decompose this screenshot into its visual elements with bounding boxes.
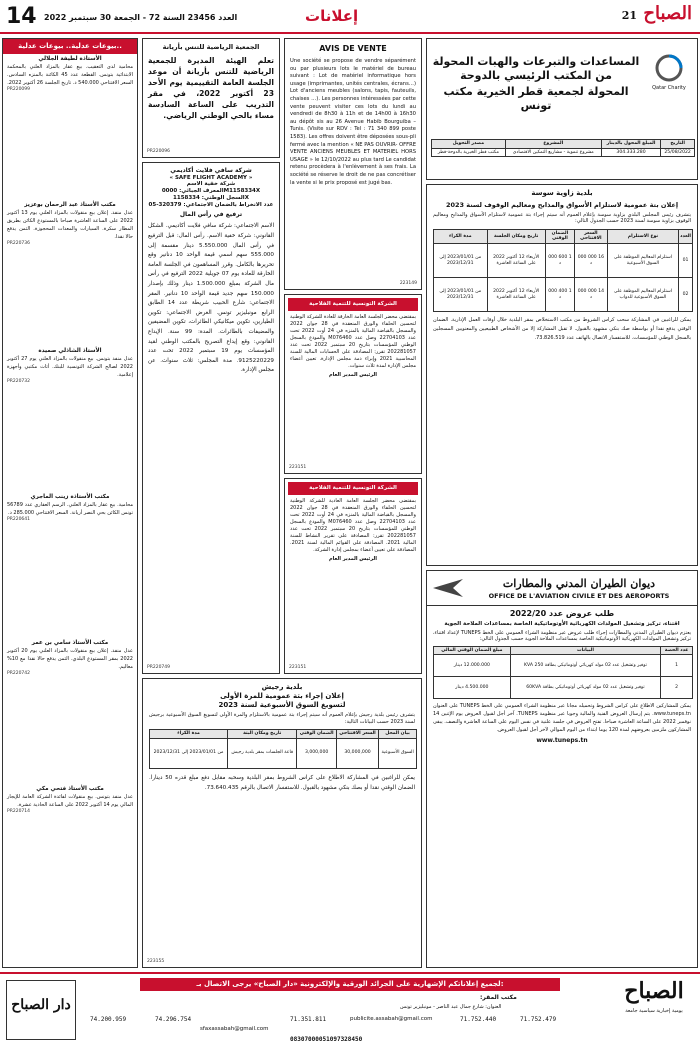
- list-item: [7, 786, 133, 926]
- list-item: [7, 56, 133, 196]
- zaouia-conditions: يمكن للراغبين في المشاركة سحب كراس الشروط من مكتب الاستخلاص بمقر البلدية خلال أوقات العمل الإدارية. الضمان الوقتي يدفع نقدا أو بواسطة صك بنكي مشهود بالقبول. لا تقبل المشاركة إلا من الأشخاص الطبيعيين والمعنويين المسجلين بالسجل الوطني للمؤسسات. للاستفسار الاتصال بالهاتف عدد 73.826.519.: [433, 317, 691, 342]
- zaouia-subtitle: إعلان بتة عمومية لاستلزام الأسواق والمذابح ومعاليم الوقوف لسنة 2023: [445, 200, 679, 209]
- oaca-subject: اقتناء، تركيز وتشغيل المولدات الكهربائية الأوتوماتيكية الخاصة بمساعدات الملاحة الجوية: [444, 621, 680, 627]
- footer-logo-left: [6, 980, 76, 1040]
- footer-phone-4[interactable]: 71.351.811: [290, 1016, 327, 1023]
- footer-brand: دار الصباح: [11, 997, 71, 1013]
- list-item-ref: PR220742: [7, 670, 31, 676]
- qatar-logo-text: Qatar Charity: [652, 85, 686, 92]
- qatar-title: المساعدات والتبرعات والهبات المحولة من المكتب الرئيسي بالدوحة: [432, 55, 640, 82]
- oaca-title-fr: OFFICE DE L'AVIATION CIVILE ET DES AEROPORTS: [488, 591, 670, 600]
- qatar-table: التاريخ المبلغ المحول بالدينار المشروع مصدر التحويل 25/08/2022 304.333.280 مشروع تنموية - مشاريع التمكين الاقتصادي مكتب قطر الخيرية بالدوحة-قطر: [431, 139, 695, 157]
- list-item-body: عدل منفذ. إعلان بيع منقولات بالمزاد العلني يوم 13 أكتوبر 2022 على الساعة العاشرة صباحا بالمستودع الكائن بطريق المطار سكرة. السيارات والمعدات المحجوزة. الثمن يدفع حالا نقدا.: [7, 209, 133, 240]
- list-item: [7, 348, 133, 488]
- rejiche-ad: [142, 678, 422, 968]
- company-notice-1: [284, 294, 422, 474]
- list-item-title: الأستاذة لطيفة الجلالي: [38, 55, 102, 62]
- avis-title: AVIS DE VENTE: [319, 44, 387, 53]
- list-item-ref: PR220099: [7, 86, 31, 92]
- list-item-body: عدل منفذ بتونس. بيع منقولات بالمزاد العلني يوم 27 أكتوبر 2022 لصالح الشركة التونسية للبنك. أثاث مكتبي وأجهزة إعلامية.: [7, 355, 133, 378]
- company-sign-2: الرئيس المدير العام: [329, 555, 377, 562]
- footer-brand-logo: الصباح: [624, 978, 684, 1004]
- list-item-body: محامية لدى التعقيب. بيع عقار بالمزاد العلني بالمحكمة الابتدائية بتونس. القطعة عدد 45 الكائنة بالمنزه السادس. السعر الافتتاحي 540.000 د. تاريخ الجلسة 26 أكتوبر 2022.: [7, 63, 133, 86]
- safe-capital-increase: ترفيع في رأس المال: [179, 210, 243, 218]
- company-body-1: بمقتضى محضر الجلسة العامة الخارقة للعادة للشركة الوطنية لتحسين الحلفاء والورق المنعقدة في 28 جوان 2022 والمسجل بالقباضة المالية بالمنزه في 24 أوت 2022 تحت عدد 22704103 وصل عدد M076460 والمودع بالسجل الوطني للمؤسسات بتاريخ 20 سبتمبر 2022 تحت عدد 202281057 تقرر: المصادقة على الحسابات المالية للسنة المحاسبية 2021 وإبراء ذمة مجلس الإدارة. تعيين أعضاء مجلس الإدارة لمدة ثلاث سنوات.: [290, 313, 416, 369]
- zaouia-title: بلدية زاوية سوسة: [531, 189, 593, 197]
- oaca-conditions: يمكن للمشاركين الاطلاع على كراس الشروط وتحميله مجانا عبر منظومة الشراء العمومي على الخط TUNEPS على العنوان www.tuneps.tn. يتم إرسال العروض الفنية والمالية وجوبا عبر منظومة TUNEPS. آخر أجل لقبول العروض يوم الإثنين 14 نوفمبر 2022 على الساعة العاشرة صباحا. تفتح العروض في جلسة علنية في نفس اليوم على الساعة العاشرة والنصف. يبقى المشاركون ملزمين بعروضهم لمدة 120 يوما ابتداء من اليوم الموالي لآخر أجل لقبول العروض.: [433, 703, 691, 734]
- qatar-charity-logo-icon: [654, 53, 684, 83]
- list-item-ref: PR220714: [7, 808, 31, 814]
- footer-phone-2[interactable]: 71.752.440: [460, 1016, 497, 1023]
- zaouia-table: العدد نوع الاستلزام السعر الافتتاحي الضمان الوقتي تاريخ ومكان الجلسة مدة الكراء 01 استلزام المعاليم الموظفة على السوق الأسبوعية 16 000 000 د 1 600 000 د الأربعاء 12 أكتوبر 2022 على الساعة العاشرة من 2023/01/01 إلى 2023/12/31 02 استلزام المعاليم الموظفة على السوق الأسبوعية للدواب 14 000 000 د 1 400 000 د الأربعاء 12 أكتوبر 2022 على الساعة العاشرة من 2023/01/01 إلى 2023/12/31: [433, 229, 693, 312]
- company-sign-1: الرئيس المدير العام: [329, 371, 377, 378]
- safe-register: السجل الوطني: 1158334X: [173, 195, 249, 202]
- company-notice-2: [284, 478, 422, 674]
- list-item-title: مكتب الأستاذة زينب الماجري: [30, 493, 110, 500]
- safe-tax-id: المعرف الجبائي: 0000M1158334X: [161, 188, 261, 195]
- zaouia-body: يتشرف رئيس المجلس البلدي بزاوية سوسة بإعلام العموم أنه سيتم إجراء بتة عمومية لاستلزام الأسواق والمذابح ومعاليم الوقوف بزاوية سوسة لسنة 2023 حسب الجدول التالي:: [433, 211, 691, 225]
- company-ref-2: 223151: [289, 665, 307, 671]
- rejiche-title: بلدية رجيش: [261, 683, 303, 691]
- table-row: 01 استلزام المعاليم الموظفة على السوق الأسبوعية 16 000 000 د 1 600 000 د الأربعاء 12 أكتوبر 2022 على الساعة العاشرة من 2023/01/01 إلى 2023/12/31: [434, 244, 693, 278]
- avis-ref: 223149: [399, 281, 417, 287]
- footer-office: مكتب المقر:: [480, 994, 517, 1001]
- footer-phone-1[interactable]: 71.752.479: [520, 1016, 557, 1023]
- airplane-logo-icon: [431, 575, 465, 601]
- list-item-title: مكتب الأستاذ فتحي مكي: [36, 785, 104, 792]
- footer: [0, 972, 700, 1046]
- footer-email-1[interactable]: publicite.assabah@gmail.com: [350, 1016, 433, 1022]
- rejiche-body: يتشرف رئيس بلدية رجيش بإعلام العموم أنه سيتم إجراء بتة عمومية بالاستلزام والمرة الأولى لتسويغ السوق الأسبوعية برجيش لسنة 2023 حسب البيانات التالية:: [149, 712, 415, 725]
- list-item: [7, 640, 133, 780]
- list-item-body: عدل منفذ. إعلان بيع منقولات بالمزاد العلني يوم 20 أكتوبر 2022 بمقر المستودع البلدي. الثمن يدفع حالا نقدا مع 10% معاليم.: [7, 647, 133, 670]
- table-row: السوق الأسبوعية 30,000,000 3,000,000 قاعة الجلسات بمقر بلدية رجيش من 2023/01/01 إلى 2023/12/31: [150, 738, 417, 768]
- oaca-title-ar: ديوان الطيران المدني والمطارات: [502, 576, 656, 590]
- classifieds-list: [3, 54, 137, 934]
- oaca-body: يعتزم ديوان الطيران المدني والمطارات إجراء طلب عروض عبر منظومة الشراء العمومي على الخط TUNEPS لإعداد اقتناء، تركيز وتشغيل المولدات الكهربائية الأوتوماتيكية الخاصة بمساعدات الملاحة الجوية حسب الجدول التالي:: [433, 629, 691, 643]
- table-row: 02 استلزام المعاليم الموظفة على السوق الأسبوعية للدواب 14 000 000 د 1 400 000 د الأربعاء 12 أكتوبر 2022 على الساعة العاشرة من 2023/01/01 إلى 2023/12/31: [434, 278, 693, 312]
- company-body-2: بمقتضى محضر الجلسة العامة العادية للشركة الوطنية لتحسين الحلفاء والورق المنعقدة في 28 جوان 2022 والمسجل بالقباضة المالية بالمنزه في 24 أوت 2022 تحت عدد 22704103 وصل عدد M076460 والمودع بالسجل الوطني للمؤسسات بتاريخ 20 سبتمبر 2022 تحت عدد 202281057 تقرر: المصادقة على تقرير النشاط للسنة المالية 2021. المصادقة على القوائم المالية لسنة 2021. المصادقة على تعيين أعضاء بمجلس إدارة الشركة.: [290, 497, 416, 553]
- oaca-table: عدد الحصة البيانات مبلغ الضمان الوقتي المالي 1 توفير وتشغيل عدد 02 مولد كهربائي أوتوماتيكي بطاقة 250 KVA 12.000.000 دينار 2 توفير وتشغيل عدد 02 مولد كهربائي أوتوماتيكي بطاقة 60KVA 4.500.000 دينار: [433, 646, 693, 700]
- list-item-body: عدل منفذ بتونس. بيع منقولات لفائدة الشركة العامة للإيجار المالي يوم 14 أكتوبر 2022 على الساعة الحادية عشرة.: [7, 793, 133, 808]
- tennis-title: الجمعية الرياضية للتنس بأريانة: [162, 43, 260, 51]
- footer-title: لجميع إعلاناتكم الإشهارية على الجرائد الورقية والإلكترونية «دار الصباح» يرجى الاتصال بـ:: [140, 978, 560, 991]
- tennis-body: تعلم الهيئة المديرة للجمعية الرياضية للتنس بأريانة أن موعد الجلسة العامة التقييمية يوم الأحد 23 أكتوبر 2022، في مقر التدريب على الساعة السادسة مساء بالحي الوطني الرياضي.: [148, 56, 274, 121]
- zaouia-sousse-ad: [426, 184, 698, 566]
- list-item-ref: PR220736: [7, 240, 31, 246]
- footer-logo-right: [614, 978, 694, 1014]
- company-banner-1: الشركة التونسية للتنمية الفلاحية: [288, 298, 418, 311]
- table-row: 25/08/2022 304.333.280 مشروع تنموية - مشاريع التمكين الاقتصادي مكتب قطر الخيرية بالدوحة-قطر: [432, 148, 695, 157]
- rejiche-subtitle-2: لتسويغ السوق الأسبوعية لسنة 2023: [218, 700, 346, 709]
- avis-de-vente-ad: [284, 38, 422, 290]
- oaca-tender-ad: [426, 570, 698, 968]
- rejiche-conditions: يمكن للراغبين في المشاركة الاطلاع على كراس الشروط بمقر البلدية وسحبه مقابل دفع مبلغ قدره 50 دينارا. الضمان الوقتي نقدا أو بصك بنكي مشهود بالقبول. للاستفسار الاتصال بالرقم 73.640.435.: [149, 774, 415, 791]
- tennis-association-ad: [142, 38, 280, 158]
- list-item-ref: PR220641: [7, 516, 31, 522]
- page-number: 14: [6, 4, 37, 29]
- qatar-subtitle: المحولة لجمعية قطر الخيرية مكتب تونس: [443, 85, 629, 112]
- footer-phone-5[interactable]: 74.200.959: [90, 1016, 127, 1023]
- footer-email-2[interactable]: sfaxassabah@gmail.com: [200, 1026, 269, 1032]
- table-row: 1 توفير وتشغيل عدد 02 مولد كهربائي أوتوماتيكي بطاقة 250 KVA 12.000.000 دينار: [434, 655, 693, 677]
- footer-rib: 08307000051097328450: [290, 1036, 363, 1043]
- safe-legal-form: شركة خفية الاسم: [186, 181, 236, 188]
- list-item-body: محامية. بيع عقار بالمزاد العلني. الرسم العقاري عدد 56789 تونس الكائن بحي النصر أريانة. السعر الافتتاحي 285.000 د.: [7, 501, 133, 516]
- newspaper-logo: الصباح 21: [621, 3, 692, 24]
- oaca-website[interactable]: www.tuneps.tn: [536, 737, 588, 745]
- safe-ref: PR220749: [147, 665, 171, 671]
- list-item-title: الأستاذ الشاذلي صميدة: [38, 347, 102, 354]
- qatar-logo: [645, 53, 693, 97]
- list-item: [7, 494, 133, 634]
- rejiche-subtitle: إعلان إجراء بتة عمومية للمرة الأولى: [220, 691, 344, 700]
- company-ref-1: 223151: [289, 465, 307, 471]
- oaca-call-number: طلب عروض عدد 2022/20: [509, 609, 615, 618]
- safe-social-security: عدد الانخراط بالضمان الاجتماعي: 320379-05: [148, 202, 274, 208]
- list-item: [7, 202, 133, 342]
- section-title: إعلانات: [305, 7, 359, 25]
- list-item-title: مكتب الأستاذ عبد الرحمان بوعزيز: [24, 201, 116, 208]
- classifieds-column: [2, 38, 138, 968]
- avis-body: Une société se propose de vendre séparément ou par plusieurs lots le matériel de bureau suivant : Lot de matériel informatique hors usage (imprimantes, unités centrales, écrans…) Lot d'anciens meubles (salons, tapis, fauteuils, chaises …). Les personnes intéressées par cette vente peuvent visiter ces lots du lundi au vendredi de 8h30 à 11h et de 14h00 à 16h30 au dépôt sis au 26 Avenue Habib Bourguiba – Tunis. (Visite sur RDV : Tel : 71 340 899 poste 1583). Les offres doivent être déposées sous-pli fermé avec la mention « NE PAS OUVRIR- OFFRE VENTE ANCIENS MEUBLES ET MATERIEL HORS USAGE » le 12/10/2022 au plus tard Le candidat retenu procèdera à l'enlèvement à ses frais. La société se réserve le droit de ne pas concrétiser la vente si le prix proposé est jugé bas.: [290, 58, 416, 186]
- rejiche-ref: 223155: [147, 959, 165, 965]
- page-header: [0, 0, 700, 34]
- tennis-ref: PR220096: [147, 149, 171, 155]
- footer-phone-3[interactable]: 74.296.754: [155, 1016, 192, 1023]
- oaca-header: [427, 571, 697, 606]
- issue-info: العدد 23456 السنة 72 - الجمعة 30 سبتمبر 2022: [44, 13, 238, 22]
- company-banner-2: الشركة التونسية للتنمية الفلاحية: [288, 482, 418, 495]
- list-item-ref: PR220732: [7, 378, 31, 384]
- safe-title: شركة سافي فلايت أكاديمي: [170, 167, 252, 174]
- safe-body: الاسم الاجتماعي: شركة سافي فلايت أكاديمي. الشكل القانوني: شركة خفية الاسم. رأس المال: قبل الترفيع في رأس المال 5.550.000 دينار مقسمة إلى 555.000 سهم اسمي قيمة الواحد 10 دنانير وقع تحريرها بالكامل. وقرر المساهمون في الجلسة العامة الخارقة للعادة يوم 07 جويلية 2022 الترفيع في رأس مال الشركة بمبلغ 1.500.000 دينار وذلك بإصدار 150.000 سهم جديد قيمة الواحد 10 دنانير. المقر الاجتماعي: شارع الحبيب شريطة عدد 14 الطابق الرابع مونبليزير تونس. الغرض الاجتماعي: تكوين الطيارين، تكوين ميكانيكي الطائرات، تكوين المضيفين والمضيفات بالطائرات. المدة: 99 سنة. الإيداع القانوني: وقع إيداع التصريح بالمكتب الوطني لقيد المؤسسات يوم 19 سبتمبر 2022 تحت عدد 9125220229. مدة المجلس: ثلاث سنوات. عن مجلس الإدارة.: [148, 223, 275, 374]
- safe-flight-ad: [142, 162, 280, 674]
- footer-address: العنوان: شارع جمال عبد الناصر - مونبليزير تونس: [400, 1004, 502, 1010]
- table-row: 2 توفير وتشغيل عدد 02 مولد كهربائي أوتوماتيكي بطاقة 60KVA 4.500.000 دينار: [434, 677, 693, 699]
- safe-title-en: « SAFE FLIGHT ACADEMY »: [169, 174, 253, 181]
- qatar-charity-ad: [426, 38, 698, 180]
- classifieds-title: بيوعات عدلية.. بيوعات عدلية..: [3, 39, 137, 54]
- list-item-title: مكتب الأستاذ سامي بن عمر: [31, 639, 109, 646]
- rejiche-table: بيان المحل السعر الافتتاحي الضمان الوقتي تاريخ ومكان البتة مدة الكراء السوق الأسبوعية 30,000,000 3,000,000 قاعة الجلسات بمقر بلدية رجيش من 2023/01/01 إلى 2023/12/31: [149, 729, 417, 769]
- footer-tagline: يومية إخبارية سياسية جامعة: [625, 1008, 683, 1014]
